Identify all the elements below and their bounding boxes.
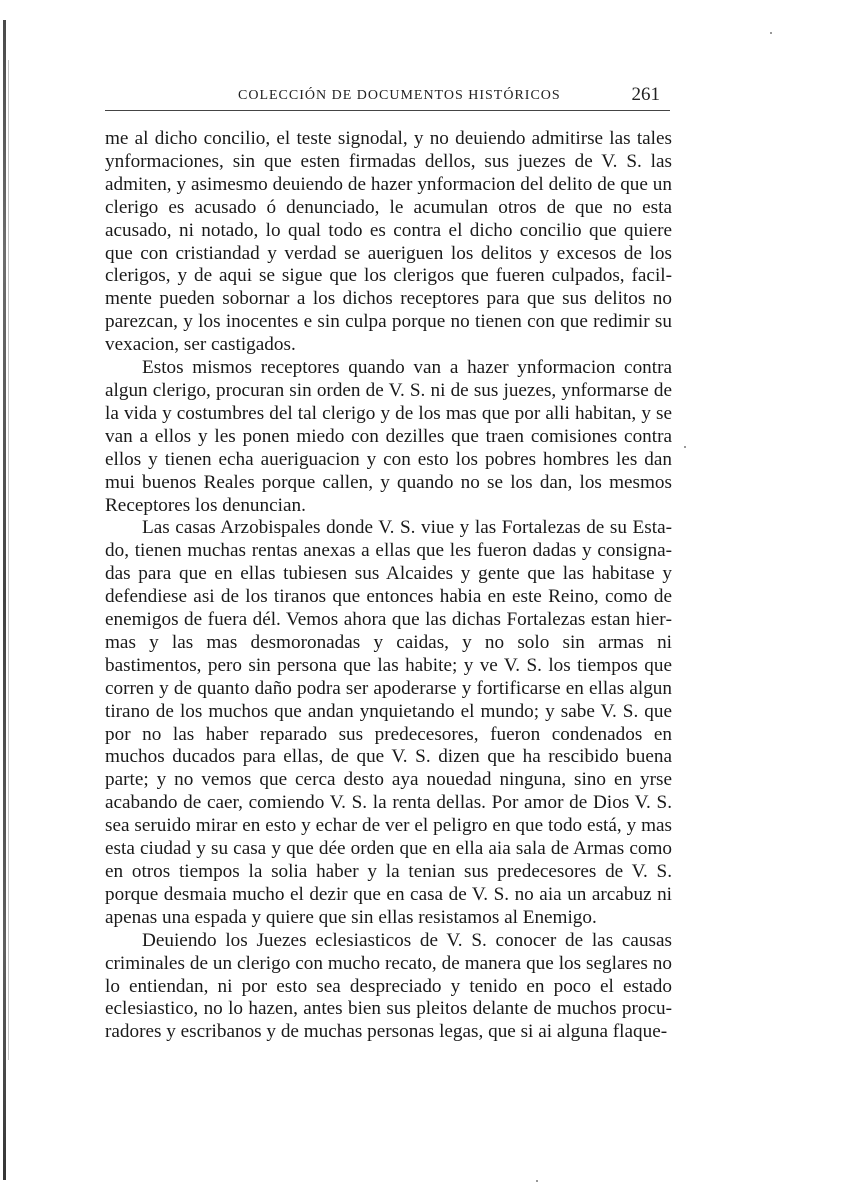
paragraph-2: Estos mismos receptores quando van a hazer ynformacion contra algun clerigo, procuran sin orden de V. S. ni de sus juezes, ynformarse de la vida y costumbres del tal clerigo y de los mas que por alli habitan, y se van a ellos y les ponen miedo con dezilles que traen comisiones contra ellos y tienen echa aueriguacion y con esto los pobres hombres les dan mui buenos Reales porque callen, y quando no se los dan, los mesmos Receptores los denuncian. [105, 357, 672, 516]
paragraph-4: Deuiendo los Juezes eclesiasticos de V. S. conocer de las causas criminales de un clerigo con mucho recato, de manera que los seglares no lo entiendan, ni por esto sea despreciado y tenido en poco el estado eclesiastico, no lo hazen, antes bien sus pleitos delante de muchos procuradores y escribanos y de muchas personas legas, que si ai alguna flaque- [105, 929, 672, 1043]
paper-speck [684, 446, 686, 448]
page-number: 261 [631, 84, 660, 105]
header-rule [105, 110, 670, 111]
binding-edge-shadow [8, 60, 9, 1060]
body-text [105, 128, 672, 1044]
paragraph-1: me al dicho concilio, el teste signodal, y no deuiendo admitirse las tales ynformaciones, sin que esten firmadas dellos, sus juezes de V. S. las admiten, y asimesmo deuiendo de hazer ynformacion del delito de que un clerigo es acusado ó denunciado, le acumulan otros de que no esta acusado, ni notado, lo qual todo es contra el dicho concilio que quiere que con cristiandad y verdad se aueriguen los delitos y excesos de los clerigos, y de aqui se sigue que los clerigos que fueren culpados, facilmente pueden sobornar a los dichos receptores para que sus delitos no parezcan, y los inocentes e sin culpa porque no tienen con que redimir su vexacion, ser castigados. [105, 128, 672, 356]
paper-speck [536, 1180, 538, 1182]
binding-edge [3, 20, 6, 1180]
paragraph-3: Las casas Arzobispales donde V. S. viue y las Fortalezas de su Estado, tienen muchas rentas anexas a ellas que les fueron dadas y consignadas para que en ellas tubiesen sus Alcaides y gente que las habitase y defendiese asi de los tiranos que entonces habia en este Reino, como de enemigos de fuera dél. Vemos ahora que las dichas Fortalezas estan hiermas y las mas desmoronadas y caidas, y no solo sin armas ni bastimentos, pero sin persona que las habite; y ve V. S. los tiempos que corren y de quanto daño podra ser apoderarse y fortificarse en ellas algun tirano de los muchos que andan ynquietando el mundo; y sabe V. S. que por no las haber reparado sus predecesores, fueron condenados en muchos ducados para ellas, de que V. S. dizen que ha rescibido buena parte; y no vemos que cerca desto aya nouedad ninguna, sino en yrse acabando de caer, comiendo V. S. la renta dellas. Por amor de Dios V. S. sea seruido mirar en esto y echar de ver el peligro en que todo está, y mas esta ciudad y su casa y que dée orden que en ella aia sala de Armas como en otros tiempos la solia haber y la tenian sus predecesores de V. S. porque desmaia mucho el dezir que en casa de V. S. no aia un arcabuz ni apenas una espada y quiere que sin ellas resistamos al Enemigo. [105, 517, 672, 928]
paper-speck [770, 32, 772, 34]
running-head [105, 84, 670, 108]
running-head-title: COLECCIÓN DE DOCUMENTOS HISTÓRICOS [238, 88, 561, 103]
